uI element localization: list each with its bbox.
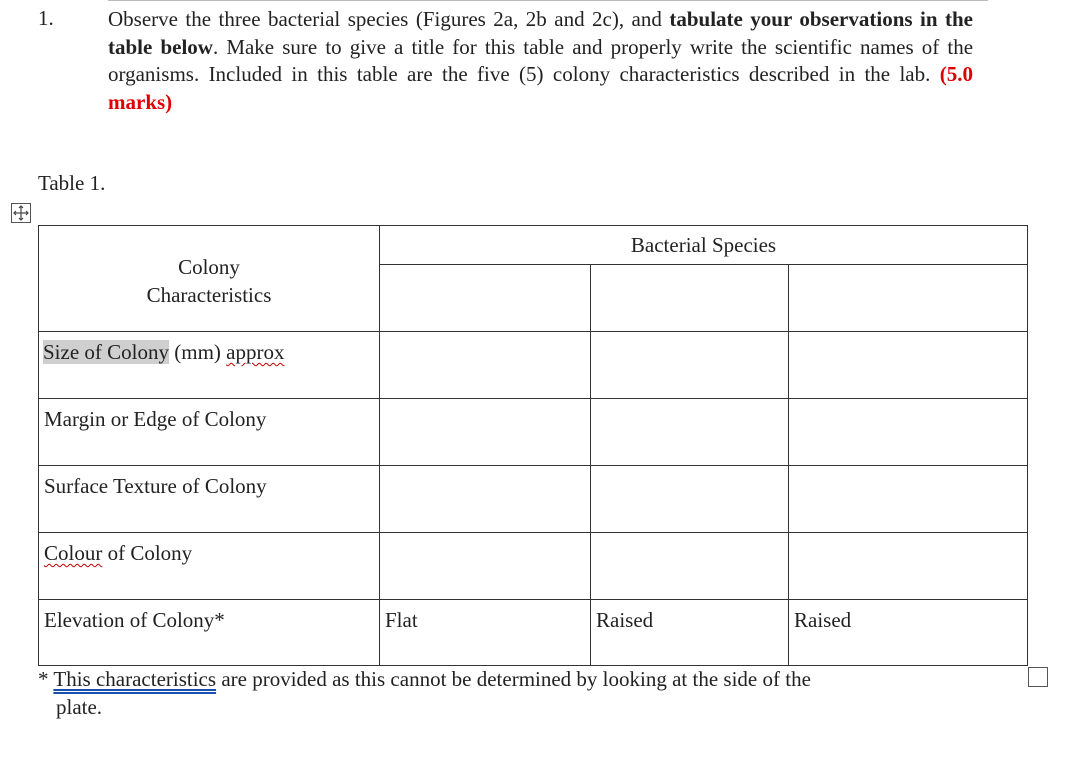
row-label-colour[interactable] — [39, 533, 380, 600]
size-label-unit: (mm) — [169, 340, 227, 364]
header-bacterial-species[interactable]: Bacterial Species — [380, 226, 1028, 265]
row-label-surface[interactable]: Surface Texture of Colony — [39, 466, 380, 533]
header-left-line1: Colony — [178, 254, 240, 279]
table-row — [39, 466, 1028, 533]
value-cell[interactable] — [380, 399, 591, 466]
species-cell[interactable] — [380, 265, 591, 332]
table-row — [39, 600, 1028, 666]
table-row — [39, 399, 1028, 466]
species-cell[interactable] — [591, 265, 789, 332]
size-label-highlighted: Size of Colony — [43, 340, 169, 364]
colour-label-rest: of Colony — [102, 541, 193, 565]
value-cell[interactable] — [591, 332, 789, 399]
value-cell[interactable] — [789, 332, 1028, 399]
table-footnote — [38, 665, 938, 721]
question-number: 1. — [38, 6, 54, 30]
question-bold-instruction: tabulate your observations in the table below — [108, 7, 973, 59]
value-cell[interactable] — [380, 332, 591, 399]
table-resize-box-icon[interactable] — [1028, 667, 1048, 687]
value-cell[interactable] — [789, 533, 1028, 600]
value-cell[interactable]: Raised — [591, 600, 789, 666]
value-cell[interactable] — [591, 466, 789, 533]
question-text-part1: Observe the three bacterial species (Figures 2a, 2b and 2c), and — [108, 7, 670, 31]
row-label-margin[interactable]: Margin or Edge of Colony — [39, 399, 380, 466]
question-marks: (5.0 marks) — [108, 62, 973, 114]
header-left-line2: Characteristics — [146, 282, 272, 307]
footnote-line2: plate. — [56, 695, 103, 719]
table-row — [39, 332, 1028, 399]
row-label-size[interactable] — [39, 332, 380, 399]
page-top-rule — [108, 0, 988, 4]
value-cell[interactable] — [591, 399, 789, 466]
table-move-handle-icon[interactable] — [11, 203, 31, 223]
value-cell[interactable]: Raised — [789, 600, 1028, 666]
value-cell[interactable] — [789, 399, 1028, 466]
species-cell[interactable] — [789, 265, 1028, 332]
size-label-approx: approx — [226, 340, 285, 364]
question-text — [108, 6, 973, 116]
colour-label-word: Colour — [44, 541, 103, 565]
value-cell[interactable] — [380, 533, 591, 600]
footnote-text: are provided as this cannot be determined by looking at the side of the — [216, 667, 811, 691]
value-cell[interactable] — [591, 533, 789, 600]
table-row — [39, 533, 1028, 600]
observation-table — [38, 225, 1028, 666]
row-label-elevation[interactable]: Elevation of Colony* — [39, 600, 380, 666]
header-colony-characteristics[interactable] — [39, 226, 380, 332]
question-text-part2: . Make sure to give a title for this table and properly write the scientific names of the organisms. Included in this table are the five (5) colony characteristics described in the lab. — [108, 34, 974, 86]
footnote-star: * — [38, 667, 54, 691]
value-cell[interactable] — [789, 466, 1028, 533]
table-header-row — [39, 226, 1028, 265]
table-caption: Table 1. — [38, 171, 106, 195]
footnote-underlined: This characteristics — [53, 667, 217, 691]
value-cell[interactable]: Flat — [380, 600, 591, 666]
move-arrows-icon — [12, 204, 30, 222]
value-cell[interactable] — [380, 466, 591, 533]
